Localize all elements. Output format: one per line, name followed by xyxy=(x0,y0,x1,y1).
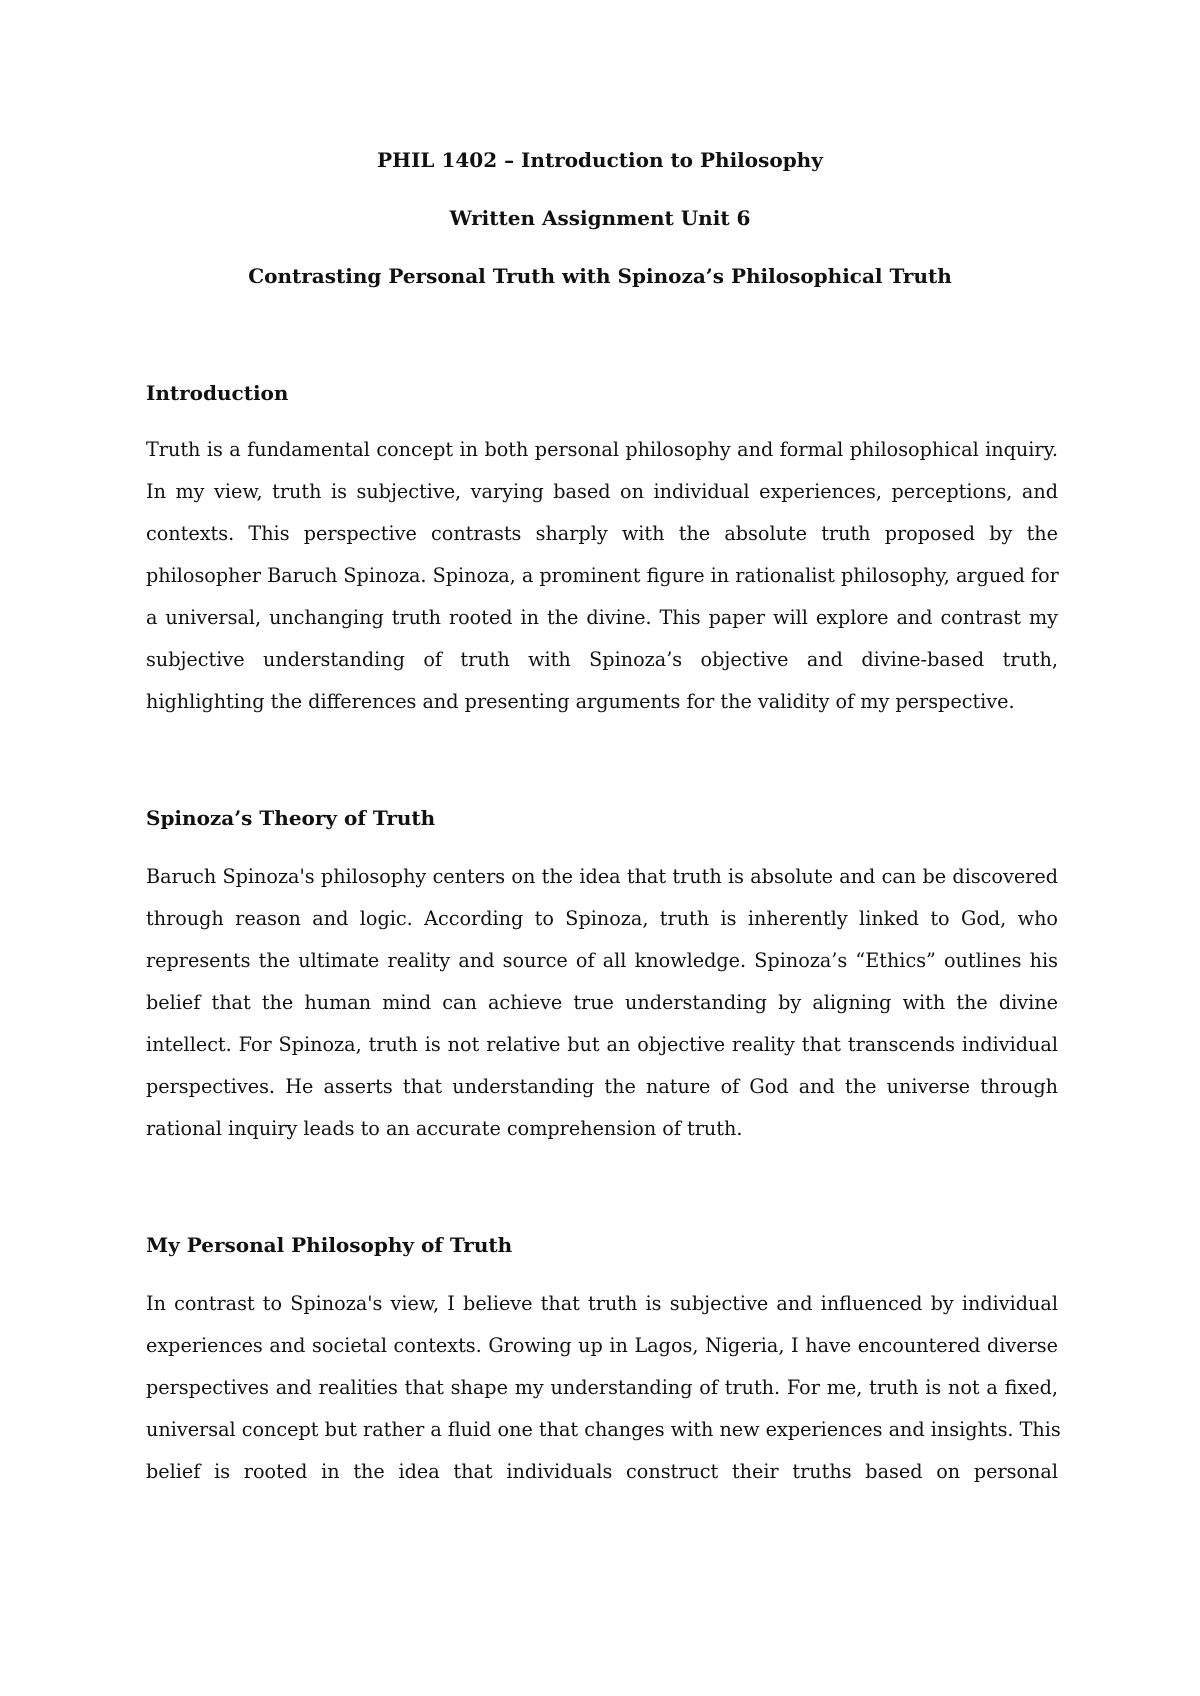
paragraph-line: In contrast to Spinoza's view, I believe that truth is subjective and influenced by individual xyxy=(146,1292,1058,1315)
paragraph-line: contexts. This perspective contrasts sharply with the absolute truth proposed by the xyxy=(146,522,1058,545)
section-heading-introduction: Introduction xyxy=(146,381,289,405)
paragraph-line: highlighting the differences and presenting arguments for the validity of my perspective. xyxy=(146,690,1015,713)
paragraph-introduction xyxy=(146,429,1058,723)
paragraph-personal-philosophy xyxy=(146,1283,1061,1493)
paragraph-line: belief is rooted in the idea that individuals construct their truths based on personal xyxy=(146,1460,1058,1483)
paragraph-line: experiences and societal contexts. Growing up in Lagos, Nigeria, I have encountered diverse xyxy=(146,1334,1058,1357)
paragraph-spinoza-theory xyxy=(146,856,1058,1150)
paragraph-line: In my view, truth is subjective, varying based on individual experiences, perceptions, and xyxy=(146,480,1058,503)
paragraph-line: philosopher Baruch Spinoza. Spinoza, a prominent figure in rationalist philosophy, argued for xyxy=(146,564,1059,587)
paragraph-line: represents the ultimate reality and source of all knowledge. Spinoza’s “Ethics” outlines his xyxy=(146,949,1058,972)
paragraph-line: Baruch Spinoza's philosophy centers on the idea that truth is absolute and can be discovered xyxy=(146,865,1058,888)
paragraph-line: perspectives. He asserts that understanding the nature of God and the universe through xyxy=(146,1075,1058,1098)
paper-title: Contrasting Personal Truth with Spinoza’s Philosophical Truth xyxy=(248,264,952,288)
paragraph-line: a universal, unchanging truth rooted in the divine. This paper will explore and contrast my xyxy=(146,606,1058,629)
paragraph-line: intellect. For Spinoza, truth is not relative but an objective reality that transcends individual xyxy=(146,1033,1058,1056)
course-title: PHIL 1402 – Introduction to Philosophy xyxy=(377,148,823,172)
paragraph-line: belief that the human mind can achieve true understanding by aligning with the divine xyxy=(146,991,1058,1014)
paragraph-line: perspectives and realities that shape my understanding of truth. For me, truth is not a fixed, xyxy=(146,1376,1058,1399)
assignment-title: Written Assignment Unit 6 xyxy=(449,206,751,230)
paragraph-line: universal concept but rather a fluid one that changes with new experiences and insights. This xyxy=(146,1418,1061,1441)
paragraph-line: subjective understanding of truth with Spinoza’s objective and divine-based truth, xyxy=(146,648,1058,671)
paragraph-line: rational inquiry leads to an accurate comprehension of truth. xyxy=(146,1117,743,1140)
section-heading-spinoza-theory: Spinoza’s Theory of Truth xyxy=(146,806,436,830)
paragraph-line: through reason and logic. According to Spinoza, truth is inherently linked to God, who xyxy=(146,907,1058,930)
section-heading-personal-philosophy: My Personal Philosophy of Truth xyxy=(146,1233,513,1257)
paragraph-line: Truth is a fundamental concept in both personal philosophy and formal philosophical inquiry. xyxy=(146,438,1058,461)
